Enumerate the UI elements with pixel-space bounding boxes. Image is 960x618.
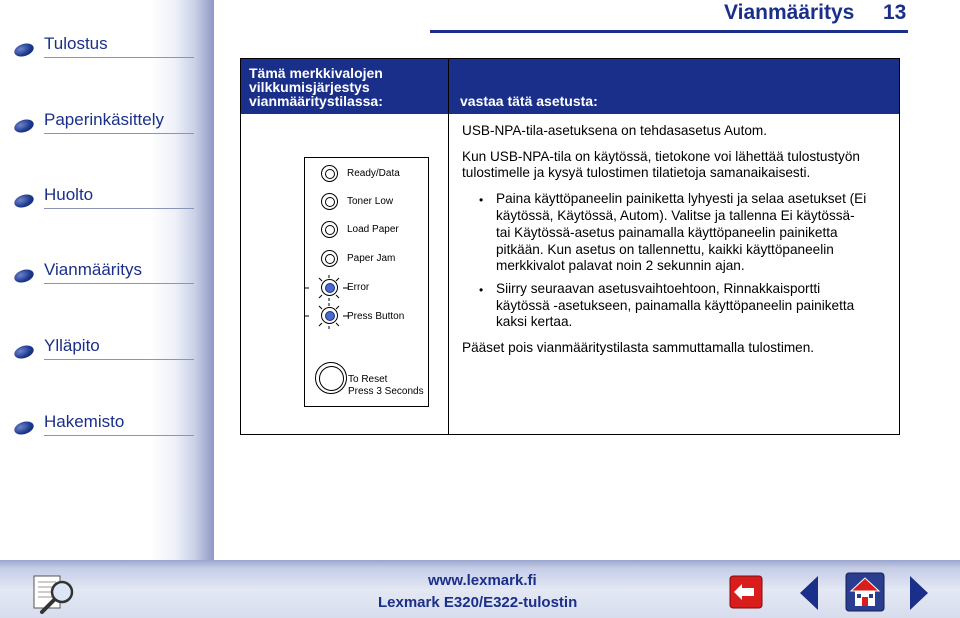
header-right-text: vastaa tätä asetusta: (460, 93, 598, 109)
header-left-line: Tämä merkkivalojen (249, 65, 383, 81)
footer-url-link[interactable]: www.lexmark.fi (428, 572, 537, 589)
page-title: Vianmääritys (724, 1, 855, 24)
nav-item-tulostus[interactable] (14, 28, 194, 58)
back-icon[interactable] (728, 574, 764, 610)
bullet-line: tai Käytössä-asetus painamalla käyttöpaneelin painiketta (496, 225, 838, 240)
diagnostic-table (240, 58, 900, 435)
operator-panel-diagram (304, 157, 429, 407)
previous-page-icon[interactable] (796, 574, 822, 612)
bullet-line: käytössä -asetukseen, painamalla käyttöpaneelin painiketta (496, 298, 855, 313)
outro-text: Pääset pois vianmääritystilasta sammuttamalla tulostimen. (462, 340, 815, 355)
nav-bullet-icon (13, 117, 36, 135)
bullet-icon: • (479, 283, 484, 297)
bullet-line: pitkään. Kun asetus on tallennettu, kaikki käyttöpaneelin (496, 242, 834, 257)
header-rule (430, 30, 908, 33)
nav-item-yllapito[interactable] (14, 330, 194, 360)
nav-underline (44, 283, 194, 284)
ready-data-light-icon (321, 165, 338, 182)
reset-label: To Reset (348, 374, 388, 385)
home-icon[interactable] (845, 572, 885, 612)
nav-item-label: Ylläpito (44, 336, 100, 355)
bullet-line: merkkivalot palavat noin 2 sekunnin ajan. (496, 258, 745, 273)
nav-item-vianmaaritys[interactable] (14, 254, 194, 284)
header-left-line: vilkkumisjärjestys (249, 79, 370, 95)
intro-line: tulostimelle ja kysyä tulostimen tilatietoja samanaikaisesti. (462, 165, 811, 180)
bullet-line: Paina käyttöpaneelin painiketta lyhyesti ja selaa asetukset (Ei (496, 191, 867, 206)
table-header-left (241, 59, 448, 114)
nav-underline (44, 435, 194, 436)
light-label: Load Paper (347, 224, 399, 235)
intro-line: Kun USB-NPA-tila on käytössä, tietokone voi lähettää tulostustyön (462, 149, 860, 164)
table-header-right (448, 59, 899, 114)
footer-product-name: Lexmark E320/E322-tulostin (378, 594, 578, 611)
load-paper-light-icon (321, 221, 338, 238)
search-icon[interactable] (30, 572, 86, 614)
light-label: Error (347, 282, 370, 293)
bullet-line: kaksi kertaa. (496, 314, 573, 329)
nav-bullet-icon (13, 343, 36, 361)
nav-bullet-icon (13, 419, 36, 437)
nav-item-huolto[interactable] (14, 179, 194, 209)
nav-item-label: Huolto (44, 185, 94, 204)
nav-underline (44, 359, 194, 360)
light-label: Paper Jam (347, 253, 396, 264)
page-number: 13 (883, 1, 907, 24)
error-light-icon (321, 279, 338, 296)
bullet-line: Siirry seuraavan asetusvaihtoehtoon, Rinnakkaisportti (496, 281, 821, 296)
bullet-line: käytössä, Käytössä, Autom). Valitse ja tallenna Ei käytössä- (496, 208, 855, 223)
footer-bar (0, 560, 960, 618)
nav-item-label: Hakemisto (44, 412, 125, 431)
light-label: Press Button (347, 311, 405, 322)
bullet-icon: • (479, 193, 484, 207)
nav-bullet-icon (13, 41, 36, 59)
nav-item-paperinkasittely[interactable] (14, 104, 194, 134)
nav-item-label: Tulostus (44, 34, 108, 53)
header-left-line: vianmääritystilassa: (249, 93, 383, 109)
paper-jam-light-icon (321, 250, 338, 267)
nav-underline (44, 57, 194, 58)
nav-underline (44, 133, 194, 134)
next-page-icon[interactable] (906, 574, 932, 612)
press-button-light-icon (321, 307, 338, 324)
column-divider (448, 59, 449, 434)
light-label: Toner Low (347, 196, 394, 207)
nav-item-hakemisto[interactable] (14, 406, 194, 436)
nav-bullet-icon (13, 192, 36, 210)
nav-underline (44, 208, 194, 209)
setting-title: USB-NPA-tila-asetuksena on tehdasasetus Autom. (462, 123, 768, 138)
nav-item-label: Paperinkäsittely (44, 110, 165, 129)
panel-button-icon (315, 362, 347, 394)
nav-item-label: Vianmääritys (44, 260, 142, 279)
reset-label: Press 3 Seconds (348, 386, 424, 397)
nav-bullet-icon (13, 267, 36, 285)
toner-low-light-icon (321, 193, 338, 210)
light-label: Ready/Data (347, 168, 400, 179)
sidebar-nav (0, 0, 214, 560)
